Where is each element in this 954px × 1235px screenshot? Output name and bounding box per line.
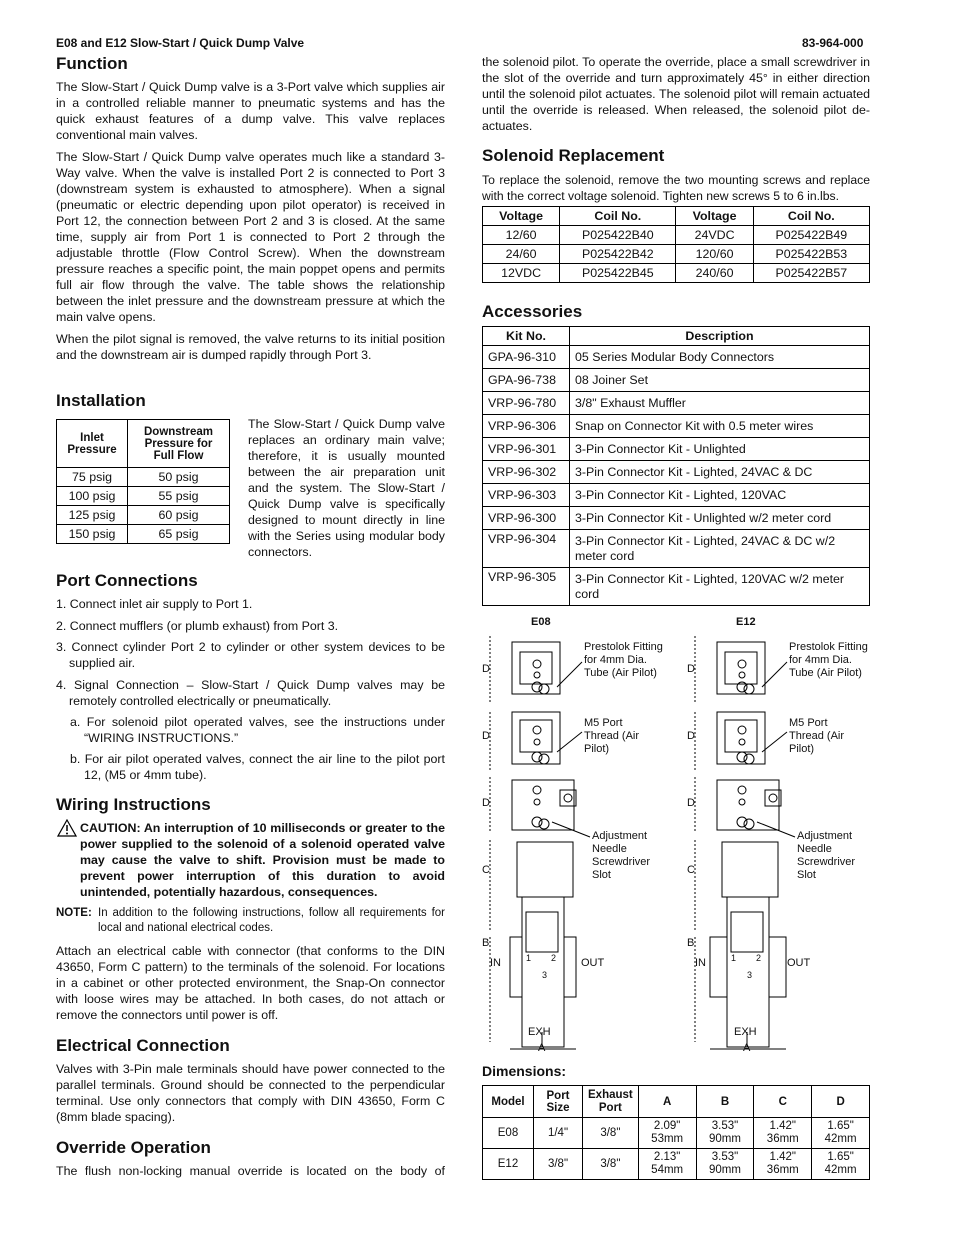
table-cell: 60 psig: [128, 506, 230, 525]
valve-diagram: [482, 612, 870, 1062]
note-label: NOTE:: [56, 907, 92, 919]
table-cell: E12: [483, 1149, 534, 1180]
table-cell: 55 psig: [128, 487, 230, 506]
dim-d-label: D: [687, 730, 695, 742]
function-p2: The Slow-Start / Quick Dump valve operates much like a standard 3-Way valve. When the valve is installed Port 2 is connected to Port 3 (downstream system is exhausted to atmosphere). When a signal (pneumatic or electric depending upon pilot operator) is received in Port 12, the connection between Port 2 and 3 is closed. At the same time, supply air from Port 1 is connected to Port 2 through the adjustable throttle (Flow Control Screw). When the downstream pressure reaches a specific point, the main poppet opens and permits full air flow through the valve. The table shows the relationship between the inlet pressure and the downstream pressure at which the main valve opens.: [56, 150, 445, 324]
port-1-label: 1: [731, 953, 737, 963]
out-label: OUT: [787, 957, 811, 969]
table-cell: 2.09" 53mm: [638, 1118, 696, 1149]
dim-c-label: C: [482, 864, 490, 876]
adjustment-label-e08: Adjustment Needle Screwdriver Slot: [592, 830, 651, 881]
e12-drawing: [695, 636, 786, 1049]
table-cell: 12VDC: [483, 264, 560, 283]
exh-label: EXH: [734, 1026, 757, 1038]
port-item-3: 3. Connect cylinder Port 2 to cylinder or other system devices to be supplied air.: [56, 640, 445, 670]
dim-d-label: D: [482, 663, 490, 675]
dim-th: B: [696, 1086, 754, 1118]
table-cell: 1/4": [534, 1118, 583, 1149]
port-item-4: 4. Signal Connection – Slow-Start / Quick Dump valves may be remotely controlled electrically or pneumatically.: [56, 678, 445, 708]
acc-kit: VRP-96-303: [483, 484, 570, 507]
installation-heading: Installation: [56, 391, 146, 410]
prestolok-label-e12: Prestolok Fitting for 4mm Dia. Tube (Air Pilot): [789, 641, 868, 679]
wiring-caution: CAUTION: An interruption of 10 milliseconds or greater to the power supplied to the solenoid of a solenoid operated valve may cause the valve to shift. Provision must be made to prevent power interruption of this duration to avoid unintended, potentially hazardous, consequences.: [80, 821, 445, 899]
coil-th: Voltage: [676, 207, 753, 226]
acc-kit: VRP-96-304: [483, 530, 570, 568]
doc-title: E08 and E12 Slow-Start / Quick Dump Valve: [56, 36, 305, 50]
acc-th-desc: Description: [570, 327, 870, 346]
function-heading: Function: [56, 54, 128, 73]
accessories-table: [482, 326, 870, 606]
table-cell: 3/8": [583, 1118, 639, 1149]
table-cell: 1.65" 42mm: [812, 1118, 870, 1149]
table-cell: 150 psig: [57, 525, 128, 544]
dim-d-label: D: [687, 797, 695, 809]
acc-kit: VRP-96-780: [483, 392, 570, 415]
out-label: OUT: [581, 957, 605, 969]
dim-th: C: [754, 1086, 812, 1118]
acc-desc: 08 Joiner Set: [570, 369, 870, 392]
in-label: IN: [490, 957, 501, 969]
table-cell: 1.42" 36mm: [754, 1149, 812, 1180]
table-cell: 75 psig: [57, 468, 128, 487]
table-cell: 100 psig: [57, 487, 128, 506]
table-cell: 3/8": [534, 1149, 583, 1180]
table-cell: P025422B40: [560, 226, 676, 245]
wiring-note: [56, 906, 445, 936]
acc-desc: Snap on Connector Kit with 0.5 meter wires: [570, 415, 870, 438]
acc-kit: VRP-96-306: [483, 415, 570, 438]
function-p3: When the pilot signal is removed, the valve returns to its initial position and the downstream air is dumped rapidly through Port 3.: [56, 332, 445, 362]
table-cell: 3.53" 90mm: [696, 1149, 754, 1180]
acc-desc: 3-Pin Connector Kit - Lighted, 24VAC & DC: [570, 461, 870, 484]
table-cell: 12/60: [483, 226, 560, 245]
dim-d-label: D: [482, 797, 490, 809]
table-cell: P025422B49: [753, 226, 869, 245]
acc-kit: GPA-96-738: [483, 369, 570, 392]
doc-number: 83-964-000: [802, 36, 864, 50]
port-3-label: 3: [542, 970, 548, 980]
table-cell: P025422B45: [560, 264, 676, 283]
port-item-2: 2. Connect mufflers (or plumb exhaust) from Port 3.: [56, 619, 339, 633]
installation-text: The Slow-Start / Quick Dump valve replaces an ordinary main valve; therefore, it is usually mounted between the air preparation unit and the system. The Slow-Start / Quick Dump valve is specifically designed to mount directly in line with the Series using modular body connectors.: [248, 417, 445, 559]
e12-label: E12: [736, 616, 756, 628]
acc-kit: VRP-96-301: [483, 438, 570, 461]
override-paragraph-cont: the solenoid pilot. To operate the override, place a small screwdriver in the slot of the override and turn approximately 45° in either direction until the solenoid pilot actuates. The solenoid pilot will remain actuated until the override is released. When released, the solenoid pilot de-actuates.: [482, 55, 870, 133]
dim-c-label: C: [687, 864, 695, 876]
acc-th-kit: Kit No.: [483, 327, 570, 346]
port-item-4a: a. For solenoid pilot operated valves, see the instructions under “WIRING INSTRUCTIONS.”: [70, 715, 445, 745]
table-cell: E08: [483, 1118, 534, 1149]
adjustment-label-e12: Adjustment Needle Screwdriver Slot: [797, 830, 856, 881]
override-paragraph-start: The flush non-locking manual override is located on the body of: [56, 1164, 445, 1178]
solenoid-heading: Solenoid Replacement: [482, 146, 665, 165]
in-label: IN: [695, 957, 706, 969]
dim-b-label: B: [687, 937, 695, 949]
wiring-heading: Wiring Instructions: [56, 795, 211, 814]
exh-label: EXH: [528, 1026, 551, 1038]
table-cell: 24VDC: [676, 226, 753, 245]
e08-drawing: [490, 636, 576, 1049]
dim-a-label: A: [743, 1042, 751, 1054]
port-3-label: 3: [747, 970, 753, 980]
acc-kit: VRP-96-300: [483, 507, 570, 530]
note-text: In addition to the following instructions, follow all requirements for local and national electrical codes.: [98, 907, 445, 934]
acc-desc: 3-Pin Connector Kit - Lighted, 24VAC & DC w/2 meter cord: [570, 530, 870, 568]
table-cell: 50 psig: [128, 468, 230, 487]
dim-d-label: D: [687, 663, 695, 675]
coil-th: Coil No.: [753, 207, 869, 226]
table-cell: 3/8": [583, 1149, 639, 1180]
dim-th: Port Size: [534, 1086, 583, 1118]
dim-a-label: A: [538, 1042, 546, 1054]
prestolok-label-e08: Prestolok Fitting for 4mm Dia. Tube (Air Pilot): [584, 641, 663, 679]
coil-table: [482, 206, 870, 283]
port-item-1: 1. Connect inlet air supply to Port 1.: [56, 597, 253, 611]
port-item-4b: b. For air pilot operated valves, connect the air line to the pilot port 12, (M5 or 4mm tube).: [70, 752, 445, 782]
table-cell: 125 psig: [57, 506, 128, 525]
table-cell: P025422B42: [560, 245, 676, 264]
dim-th: D: [812, 1086, 870, 1118]
table-cell: 24/60: [483, 245, 560, 264]
accessories-heading: Accessories: [482, 302, 583, 321]
acc-kit: GPA-96-310: [483, 346, 570, 369]
table-cell: 1.42" 36mm: [754, 1118, 812, 1149]
table-cell: 2.13" 54mm: [638, 1149, 696, 1180]
dimensions-table: [482, 1085, 870, 1180]
port-2-label: 2: [756, 953, 762, 963]
coil-th: Coil No.: [560, 207, 676, 226]
acc-desc: 3-Pin Connector Kit - Unlighted: [570, 438, 870, 461]
e08-label: E08: [531, 616, 551, 628]
port-connections-heading: Port Connections: [56, 571, 198, 590]
electrical-paragraph: Valves with 3-Pin male terminals should have power connected to the parallel terminals. Ground should be connected to the perpendicular terminal. Use only connectors that comply with DIN 43650, Form C (8mm blade spacing).: [56, 1062, 445, 1124]
acc-desc: 3-Pin Connector Kit - Unlighted w/2 meter cord: [570, 507, 870, 530]
pressure-th-inlet: Inlet Pressure: [57, 420, 128, 468]
solenoid-paragraph: To replace the solenoid, remove the two mounting screws and replace with the correct voltage solenoid. Tighten new screws 5 to 6 in.lbs.: [482, 173, 870, 203]
acc-kit: VRP-96-305: [483, 568, 570, 606]
wiring-paragraph: Attach an electrical cable with connector (that conforms to the DIN 43650, Form C pattern) to the terminals of the solenoid. For locations in a cabinet or other protected environment, the Snap-On connector with loose wires may be attached. In both cases, do not attach or remove the connectors until power is off.: [56, 944, 445, 1022]
warning-triangle-icon: [57, 819, 77, 837]
table-cell: 120/60: [676, 245, 753, 264]
m5-label-e12: M5 Port Thread (Air Pilot): [789, 717, 845, 755]
coil-th: Voltage: [483, 207, 560, 226]
port-1-label: 1: [526, 953, 532, 963]
acc-desc: 05 Series Modular Body Connectors: [570, 346, 870, 369]
override-heading: Override Operation: [56, 1138, 211, 1157]
table-cell: P025422B53: [753, 245, 869, 264]
electrical-heading: Electrical Connection: [56, 1036, 230, 1055]
table-cell: 1.65" 42mm: [812, 1149, 870, 1180]
acc-desc: 3/8" Exhaust Muffler: [570, 392, 870, 415]
function-p1: The Slow-Start / Quick Dump valve is a 3-Port valve which supplies air in a controlled reliable manner to pneumatic systems and has the quick exhaust features of a dump valve. This valve replaces conventional main valves.: [56, 80, 445, 142]
dim-d-label: D: [482, 730, 490, 742]
acc-desc: 3-Pin Connector Kit - Lighted, 120VAC w/2 meter cord: [570, 568, 870, 606]
table-cell: 240/60: [676, 264, 753, 283]
table-cell: 3.53" 90mm: [696, 1118, 754, 1149]
pressure-th-downstream: Downstream Pressure for Full Flow: [128, 420, 230, 468]
table-cell: P025422B57: [753, 264, 869, 283]
table-cell: 65 psig: [128, 525, 230, 544]
dimensions-heading: Dimensions:: [482, 1063, 567, 1079]
port-2-label: 2: [551, 953, 557, 963]
acc-desc: 3-Pin Connector Kit - Lighted, 120VAC: [570, 484, 870, 507]
dim-th: Model: [483, 1086, 534, 1118]
dim-th: Exhaust Port: [583, 1086, 639, 1118]
pressure-table: [56, 419, 230, 544]
m5-label-e08: M5 Port Thread (Air Pilot): [584, 717, 640, 755]
acc-kit: VRP-96-302: [483, 461, 570, 484]
dim-th: A: [638, 1086, 696, 1118]
dim-b-label: B: [482, 937, 490, 949]
